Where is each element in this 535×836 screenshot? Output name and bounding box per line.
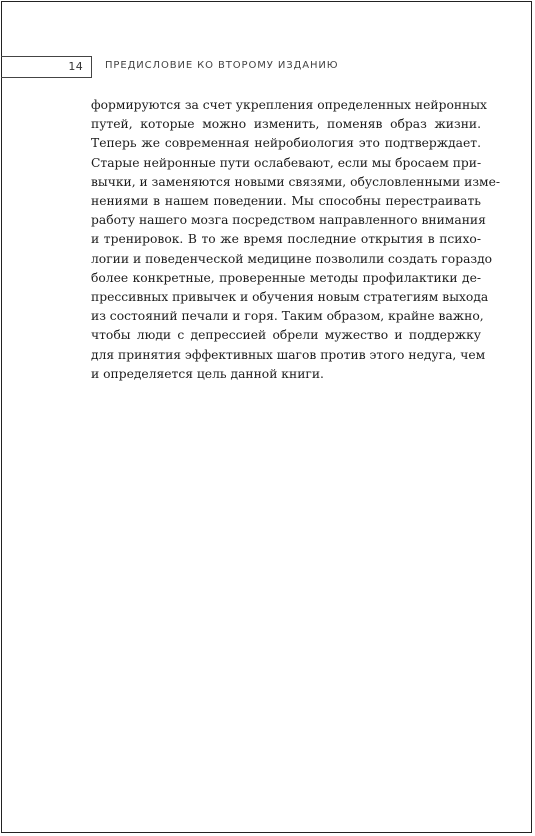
- text-line: прессивных привычек и обучения новым стратегиям выхода: [91, 290, 489, 305]
- text-line: Теперь же современная нейробиология это подтверждает.: [91, 136, 481, 151]
- text-line: и тренировок. В то же время последние открытия в психо-: [91, 232, 481, 247]
- text-line: формируются за счет укрепления определенных нейронных: [91, 98, 487, 112]
- text-line: работу нашего мозга посредством направленного внимания: [91, 213, 486, 228]
- text-line: из состояний печали и горя. Таким образом, крайне важно,: [91, 309, 484, 324]
- text-line: нениями в нашем поведении. Мы способны перестраивать: [91, 194, 481, 209]
- text-line: чтобы люди с депрессией обрели мужество и поддержку: [91, 328, 481, 343]
- text-line: более конкретные, проверенные методы профилактики де-: [91, 270, 481, 285]
- page-header: [1, 56, 421, 78]
- page-number-box: [1, 56, 92, 78]
- text-line: Старые нейронные пути ослабевают, если мы бросаем при-: [91, 155, 482, 170]
- text-line: для принятия эффективных шагов против этого недуга, чем: [91, 347, 486, 362]
- text-line: и определяется цель данной книги.: [91, 366, 324, 381]
- page-number: 14: [68, 60, 83, 73]
- text-line: логии и поведенческой медицине позволили создать гораздо: [91, 251, 493, 266]
- text-line: вычки, и заменяются новыми связями, обусловленными изме-: [91, 174, 501, 189]
- running-head: ПРЕДИСЛОВИЕ КО ВТОРОМУ ИЗДАНИЮ: [105, 60, 339, 71]
- body-text: [91, 96, 501, 384]
- text-line: путей, которые можно изменить, поменяв образ жизни.: [91, 117, 481, 132]
